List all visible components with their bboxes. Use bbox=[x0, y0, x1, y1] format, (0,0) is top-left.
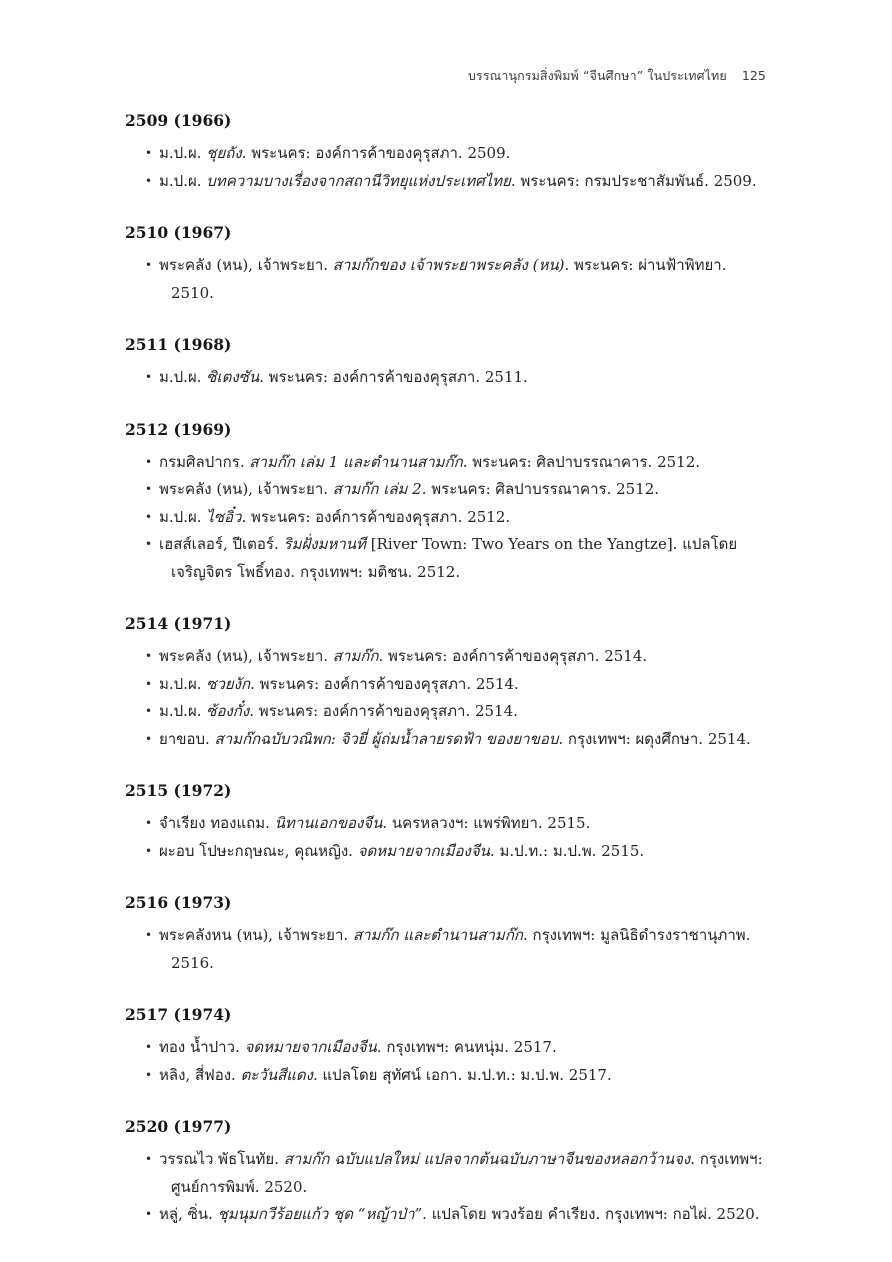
bullet-icon: • bbox=[145, 704, 153, 718]
entry-text-segment: ยาขอบ. bbox=[159, 729, 215, 748]
bibliography-entry bbox=[125, 531, 773, 586]
bullet-icon: • bbox=[145, 370, 153, 384]
running-header-title: บรรณานุกรมสิ่งพิมพ์ “จีนศึกษา” ในประเทศไทย bbox=[467, 68, 727, 83]
bullet-icon: • bbox=[145, 1152, 153, 1166]
entry-text-segment: . กรุงเทพฯ: ศูนย์การพิมพ์. 2520. bbox=[171, 1150, 763, 1196]
entry-text-segment: กรมศิลปากร. bbox=[159, 452, 250, 471]
bullet-icon: • bbox=[145, 509, 153, 524]
entry-text-segment: . กรุงเทพฯ: มูลนิธิดำรงราชานุภาพ. 2516. bbox=[171, 926, 751, 972]
entry-text-segment: วรรณไว พัธโนทัย. bbox=[159, 1150, 284, 1168]
entry-text-segment: . แปลโดย พวงร้อย คำเรียง. กรุงเทพฯ: กอไผ่. 2520. bbox=[422, 1205, 760, 1223]
bibliography-entry bbox=[125, 698, 773, 726]
entry-text-segment: . พระนคร: ผ่านฟ้าพิทยา. 2510. bbox=[171, 256, 727, 302]
bibliography-entry bbox=[125, 476, 773, 504]
entry-title-segment: ชุมนุมกวีร้อยแก้ว ชุด “หญ้าป่า” bbox=[217, 1205, 423, 1223]
entry-text-segment: . พระนคร: ศิลปาบรรณาคาร. 2512. bbox=[462, 452, 701, 471]
entry-text-segment: พระคลัง (หน), เจ้าพระยา. bbox=[159, 647, 333, 665]
bibliography-section bbox=[125, 1116, 773, 1229]
entry-title-segment: สามก๊ก เล่ม 1 และตำนานสามก๊ก bbox=[249, 452, 463, 471]
entry-title-segment: ไซอิ๋ว bbox=[206, 507, 242, 526]
year-heading: 2510 (1967) bbox=[125, 223, 232, 242]
bibliography-entry bbox=[125, 1062, 773, 1090]
bullet-icon: • bbox=[145, 173, 153, 188]
year-heading: 2520 (1977) bbox=[125, 1117, 232, 1136]
bullet-icon: • bbox=[145, 1207, 153, 1221]
entry-text-segment: . พระนคร: องค์การค้าของคุรุสภา. 2514. bbox=[378, 647, 648, 665]
bibliography-entry bbox=[125, 922, 773, 977]
bibliography-entry bbox=[125, 140, 773, 168]
entry-title-segment: สามก๊กของ เจ้าพระยาพระคลัง (หน) bbox=[332, 256, 565, 274]
entry-text-segment: ม.ป.ผ. bbox=[159, 171, 207, 190]
year-heading: 2514 (1971) bbox=[125, 614, 232, 633]
bullet-icon: • bbox=[145, 676, 153, 691]
bibliography-section bbox=[125, 1004, 773, 1089]
bullet-icon: • bbox=[145, 146, 153, 160]
year-heading: 2512 (1969) bbox=[125, 419, 232, 439]
bibliography-entry bbox=[125, 1146, 773, 1201]
bibliography-entry bbox=[125, 643, 773, 671]
entry-title-segment: นิทานเอกของจีน bbox=[274, 814, 383, 832]
bullet-icon: • bbox=[145, 537, 153, 551]
bullet-icon: • bbox=[145, 482, 153, 496]
bibliography-entry bbox=[125, 1201, 773, 1229]
entry-text-segment: ม.ป.ผ. bbox=[159, 368, 207, 386]
year-heading: 2516 (1973) bbox=[125, 893, 232, 912]
entry-title-segment: บทความบางเรื่องจากสถานีวิทยุแห่งประเทศไทย bbox=[206, 171, 511, 190]
bullet-icon: • bbox=[145, 731, 153, 746]
entry-title-segment: ซิเตงซัน bbox=[206, 368, 260, 386]
year-heading: 2517 (1974) bbox=[125, 1005, 232, 1024]
entry-title-segment: ตะวันสีแดง bbox=[240, 1065, 313, 1084]
entry-list bbox=[125, 140, 773, 195]
entry-title-segment: สามก๊ก และตำนานสามก๊ก bbox=[352, 926, 523, 944]
entry-text-segment: ม.ป.ผ. bbox=[159, 144, 207, 162]
year-heading: 2515 (1972) bbox=[125, 781, 232, 800]
entry-text-segment: เฮสส์เลอร์, ปีเตอร์. bbox=[159, 535, 284, 553]
entry-text-segment: . ม.ป.ท.: ม.ป.พ. 2515. bbox=[489, 841, 645, 860]
bibliography-section bbox=[125, 780, 773, 865]
bibliography-section bbox=[125, 110, 773, 195]
bullet-icon: • bbox=[145, 649, 153, 663]
entry-list bbox=[125, 364, 773, 392]
bullet-icon: • bbox=[145, 1067, 153, 1082]
entry-title-segment: จดหมายจากเมืองจีน bbox=[244, 1038, 377, 1056]
entry-text-segment: จำเรียง ทองแถม. bbox=[159, 814, 275, 832]
bibliography-sections bbox=[125, 110, 773, 1229]
running-header bbox=[468, 66, 766, 86]
entry-text-segment: . กรุงเทพฯ: คนหนุ่ม. 2517. bbox=[376, 1038, 557, 1056]
bullet-icon: • bbox=[145, 816, 153, 830]
entry-text-segment: . พระนคร: ศิลปาบรรณาคาร. 2512. bbox=[421, 480, 660, 498]
entry-text-segment: . พระนคร: องค์การค้าของคุรุสภา. 2512. bbox=[241, 507, 511, 526]
bibliography-entry bbox=[125, 252, 773, 307]
entry-text-segment: ม.ป.ผ. bbox=[159, 674, 207, 693]
entry-text-segment: . พระนคร: องค์การค้าของคุรุสภา. 2511. bbox=[259, 368, 528, 386]
entry-text-segment: ผะอบ โปษะกฤษณะ, คุณหญิง. bbox=[159, 841, 358, 860]
entry-title-segment: ซวยงัก bbox=[206, 674, 251, 693]
entry-text-segment: ม.ป.ผ. bbox=[159, 507, 207, 526]
entry-text-segment: . พระนคร: กรมประชาสัมพันธ์. 2509. bbox=[510, 171, 757, 190]
entry-text-segment: . พระนคร: องค์การค้าของคุรุสภา. 2514. bbox=[250, 674, 519, 693]
entry-title-segment: สามก๊กฉบับวณิพก: จิวยี่ ผู้ถ่มน้ำลายรดฟ้า ของยาขอบ bbox=[214, 729, 559, 748]
bibliography-entry bbox=[125, 449, 773, 477]
bibliography-content bbox=[125, 110, 773, 1229]
entry-text-segment: . กรุงเทพฯ: ผดุงศึกษา. 2514. bbox=[558, 729, 751, 748]
entry-text-segment: หลู่, ซิ่น. bbox=[159, 1205, 218, 1223]
entry-title-segment: ซ้องกั๋ง bbox=[206, 702, 250, 720]
entry-text-segment: . พระนคร: องค์การค้าของคุรุสภา. 2514. bbox=[249, 702, 518, 720]
entry-text-segment: หลิง, สี่ฟอง. bbox=[159, 1065, 241, 1084]
entry-list bbox=[125, 1034, 773, 1089]
page-number: 125 bbox=[741, 68, 766, 83]
entry-text-segment: ม.ป.ผ. bbox=[159, 702, 207, 720]
entry-title-segment: ริมฝั่งมหานที bbox=[283, 535, 366, 553]
entry-list bbox=[125, 810, 773, 865]
year-heading: 2511 (1968) bbox=[125, 335, 232, 354]
entry-text-segment: . นครหลวงฯ: แพร่พิทยา. 2515. bbox=[382, 814, 591, 832]
entry-text-segment: พระคลัง (หน), เจ้าพระยา. bbox=[159, 480, 333, 498]
bibliography-entry bbox=[125, 364, 773, 392]
bibliography-entry bbox=[125, 1034, 773, 1062]
bullet-icon: • bbox=[145, 258, 153, 272]
entry-text-segment: พระคลัง (หน), เจ้าพระยา. bbox=[159, 256, 333, 274]
bibliography-section bbox=[125, 334, 773, 392]
entry-title-segment: สามก๊ก เล่ม 2 bbox=[332, 480, 422, 498]
entry-title-segment: สามก๊ก bbox=[332, 647, 379, 665]
bullet-icon: • bbox=[145, 928, 153, 942]
entry-text-segment: . แปลโดย สุทัศน์ เอกา. ม.ป.ท.: ม.ป.พ. 2517. bbox=[312, 1065, 612, 1084]
entry-text-segment: [River Town: Two Years on the Yangtze]. แปลโดย เจริญจิตร โพธิ์ทอง. กรุงเทพฯ: มติชน. 2512. bbox=[171, 535, 738, 581]
bibliography-section bbox=[125, 419, 773, 587]
bibliography-entry bbox=[125, 838, 773, 866]
entry-list bbox=[125, 252, 773, 307]
entry-list bbox=[125, 643, 773, 753]
entry-title-segment: สามก๊ก ฉบับแปลใหม่ แปลจากต้นฉบับภาษาจีนของหลอกว้านจง bbox=[283, 1150, 691, 1168]
entry-text-segment: . พระนคร: องค์การค้าของคุรุสภา. 2509. bbox=[241, 144, 511, 162]
bibliography-entry bbox=[125, 504, 773, 532]
entry-list bbox=[125, 449, 773, 587]
bibliography-section bbox=[125, 222, 773, 307]
bibliography-section bbox=[125, 613, 773, 753]
entry-title-segment: จดหมายจากเมืองจีน bbox=[357, 841, 490, 860]
bullet-icon: • bbox=[145, 1040, 153, 1054]
entry-list bbox=[125, 1146, 773, 1229]
bullet-icon: • bbox=[145, 454, 153, 469]
entry-title-segment: ชุยถัง bbox=[206, 144, 242, 162]
year-heading: 2509 (1966) bbox=[125, 111, 232, 130]
bibliography-entry bbox=[125, 671, 773, 699]
entry-list bbox=[125, 922, 773, 977]
entry-text-segment: ทอง น้ำปาว. bbox=[159, 1038, 245, 1056]
bibliography-entry bbox=[125, 726, 773, 754]
bibliography-entry bbox=[125, 810, 773, 838]
bibliography-entry bbox=[125, 168, 773, 196]
bullet-icon: • bbox=[145, 843, 153, 858]
entry-text-segment: พระคลังหน (หน), เจ้าพระยา. bbox=[159, 926, 353, 944]
bibliography-section bbox=[125, 892, 773, 977]
